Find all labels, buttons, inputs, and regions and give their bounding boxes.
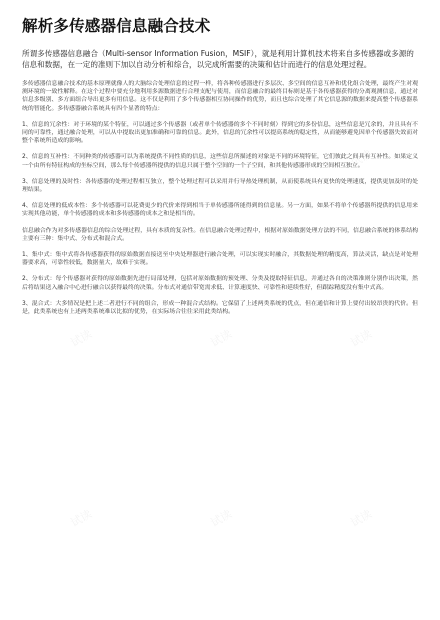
watermark-text: 试读 xyxy=(68,147,95,170)
paragraph-timeliness: 3、信息处理的及时性：各传感器的处理过程相互独立，整个处理过程可以采用并行导热处理机制，从而使系统具有更快的处理速度，提供更加及时的处理结果。 xyxy=(22,178,418,194)
paragraph-architectures: 信息融合作为对多传感器信息的综合处理过程，具有本质的复杂性。在信息融合处理过程中，根据对原始数据处理方法的不同，信息融合系统的体系结构主要有三种：集中式、分布式和混合式。 xyxy=(22,227,418,242)
watermark-text: 试读 xyxy=(348,507,375,530)
document-page xyxy=(22,16,418,324)
paragraph-redundancy: 1、信息的冗余性：对于环境的某个特征，可以通过多个传感器（或者单个传感器的多个不同时刻）得到它的多份信息，这些信息是冗余的，并且具有不同的可靠性，通过融合处理，可以从中提取出更加准确和可靠的信息。此外，信息的冗余性可以提高系统的稳定性，从而能够避免因单个传感器失效而对整个系统所造成的影响。 xyxy=(22,121,418,145)
watermark-text: 试读 xyxy=(68,507,95,530)
watermark-text: 试读 xyxy=(348,147,375,170)
page-title: 解析多传感器信息融合技术 xyxy=(22,17,211,35)
paragraph-low-cost: 4、信息处理的低成本性：多个传感器可以花费更少的代价来得到相当于单传感器所能得到的信息量。另一方面，如果不将单个传感器所提供的信息用来实现其他功能，单个传感器的成本和多传感器的成本之和是相当的。 xyxy=(22,203,418,218)
watermark-text: 试读 xyxy=(208,507,235,530)
watermark-text: 试读 xyxy=(208,327,235,350)
paragraph-complementarity: 2、信息的互补性：不同种类的传感器可以为系统提供不同性质的信息，这些信息所描述的对象是不同的环境特征，它们彼此之间具有互补性。如果定义一个由所有特征构成的坐标空间，那么每个传感器所提供的信息只属于整个空间的一个子空间，和其他传感器形成的空间相互独立。 xyxy=(22,154,418,169)
paragraph-hybrid: 3、混合式：大多情况是把上述二者进行不同的组合，形成一种混合式结构。它保留了上述两类系统的优点，但在通信和计算上要付出较昂贵的代价。但是，此类系统也有上述两类系统难以比拟的优势，在实际场合往往采用此类结构。 xyxy=(22,300,418,316)
paragraph-overview: 多传感器信息融合技术的基本原理就像人的大脑综合处理信息的过程一样，将各种传感器进行多层次、多空间的信息互补和优化组合处理，最终产生对观测环境的一致性解释。在这个过程中要充分地利用多源数据进行合理支配与使用，而信息融合的最终目标则是基于各传感器获得的分离观测信息，通过对信息多级别、多方面组合导出更多有用信息。这不仅是利用了多个传感器相互协同操作的优势，而且也综合处理了其它信息源的数据来提高整个传感器系统的智能化。多传感器融合系统具有四个显著的特点： xyxy=(22,81,418,112)
intro-paragraph: 所谓多传感器信息融合（Multi-sensor Information Fusion，MSIF），就是利用计算机技术将来自多传感器或多源的信息和数据，在一定的准则下加以自动分析和综合，以完成所需要的决策和估计而进行的信息处理过程。 xyxy=(22,49,414,69)
watermark-text: 试读 xyxy=(348,327,375,350)
paragraph-centralized: 1、集中式：集中式将各传感器获得的原始数据直接送至中央处理器进行融合处理，可以实现实时融合，其数据处理的精度高，算法灵活，缺点是对处理器要求高，可靠性较低，数据量大，故难于实现。 xyxy=(22,252,418,267)
watermark-text: 试读 xyxy=(208,147,235,170)
watermark-text: 试读 xyxy=(68,327,95,350)
paragraph-distributed: 2、分布式：每个传感器对获得的原始数据先进行局部处理，包括对原始数据的预处理、分类及提取特征信息，并通过各自的决策准则分别作出决策，然后将结果送入融合中心进行融合以获得最终的决策。分布式对通信带宽需求低、计算速度快、可靠性和延续性好，但跟踪精度没有集中式高。 xyxy=(22,276,418,291)
